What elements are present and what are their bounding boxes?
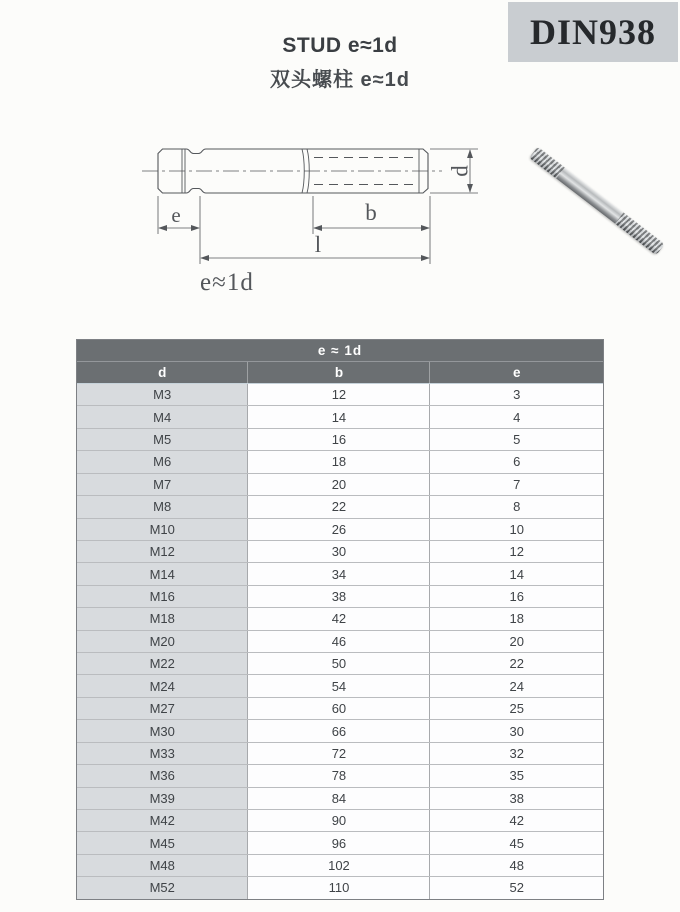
table-body	[77, 384, 603, 899]
table-cell: 12	[430, 541, 603, 562]
table-cell: 45	[430, 832, 603, 853]
table-cell: M48	[77, 855, 247, 876]
table-cell: M45	[77, 832, 247, 853]
table-cell: M36	[77, 765, 247, 786]
table-row	[77, 720, 603, 742]
table-row	[77, 832, 603, 854]
table-row	[77, 541, 603, 563]
table-row	[77, 384, 603, 406]
table-row	[77, 653, 603, 675]
stud-thread-end-left	[529, 147, 564, 179]
table-cell: 34	[247, 563, 430, 584]
table-cell: 12	[247, 384, 430, 405]
table-cell: 48	[430, 855, 603, 876]
table-cell: 30	[247, 541, 430, 562]
table-cell: 54	[247, 675, 430, 696]
table-cell: 90	[247, 810, 430, 831]
table-cell: 20	[247, 474, 430, 495]
table-cell: M18	[77, 608, 247, 629]
column-header-b: b	[247, 362, 430, 383]
table-cell: 4	[430, 406, 603, 427]
page-title: STUD e≈1d	[282, 34, 398, 57]
table-cell: 24	[430, 675, 603, 696]
table-cell: 18	[247, 451, 430, 472]
table-cell: 16	[247, 429, 430, 450]
table-cell: M52	[77, 877, 247, 898]
table-cell: 42	[430, 810, 603, 831]
table-row	[77, 698, 603, 720]
stud-photo	[515, 135, 680, 270]
stud-outline	[142, 149, 442, 193]
dimension-label-l: l	[314, 232, 322, 257]
page-title-chinese: 双头螺柱 e≈1d	[270, 69, 410, 91]
dimension-label-b: b	[365, 200, 377, 225]
table-row	[77, 406, 603, 428]
table-cell: M33	[77, 743, 247, 764]
table-cell: 38	[430, 788, 603, 809]
table-cell: M27	[77, 698, 247, 719]
stud-rod-image	[529, 147, 664, 256]
table-cell: M22	[77, 653, 247, 674]
table-cell: M4	[77, 406, 247, 427]
table-cell: 32	[430, 743, 603, 764]
table-cell: 25	[430, 698, 603, 719]
column-header-d: d	[158, 365, 167, 380]
table-row	[77, 429, 603, 451]
table-row	[77, 675, 603, 697]
table-row	[77, 586, 603, 608]
stud-schematic	[130, 130, 490, 305]
table-cell: 38	[247, 586, 430, 607]
table-cell: M6	[77, 451, 247, 472]
table-cell: 60	[247, 698, 430, 719]
table-row	[77, 765, 603, 787]
table-cell: M12	[77, 541, 247, 562]
table-row	[77, 810, 603, 832]
table-cell: 16	[430, 586, 603, 607]
technical-drawing	[130, 130, 490, 305]
table-cell: 3	[430, 384, 603, 405]
table-row	[77, 743, 603, 765]
table-cell: 78	[247, 765, 430, 786]
table-cell: M30	[77, 720, 247, 741]
table-cell: M39	[77, 788, 247, 809]
table-cell: 22	[247, 496, 430, 517]
table-cell: M5	[77, 429, 247, 450]
table-cell: M16	[77, 586, 247, 607]
table-row	[77, 451, 603, 473]
table-cell: 110	[247, 877, 430, 898]
table-cell: 18	[430, 608, 603, 629]
dimension-label-d: d	[447, 165, 473, 177]
table-cell: M7	[77, 474, 247, 495]
table-cell: 66	[247, 720, 430, 741]
table-cell: 50	[247, 653, 430, 674]
table-cell: 26	[247, 519, 430, 540]
table-cell: 22	[430, 653, 603, 674]
table-cell: 52	[430, 877, 603, 898]
table-cell: 8	[430, 496, 603, 517]
table-cell: 14	[430, 563, 603, 584]
table-title: e ≈ 1d	[77, 340, 603, 361]
table-cell: M42	[77, 810, 247, 831]
table-row	[77, 788, 603, 810]
table-cell: M24	[77, 675, 247, 696]
table-cell: 84	[247, 788, 430, 809]
table-cell: 30	[430, 720, 603, 741]
column-header-e: e	[512, 365, 521, 380]
table-cell: 7	[430, 474, 603, 495]
table-cell: M8	[77, 496, 247, 517]
table-row	[77, 474, 603, 496]
table-row	[77, 877, 603, 898]
table-cell: M3	[77, 384, 247, 405]
table-cell: 46	[247, 631, 430, 652]
table-row	[77, 631, 603, 653]
table-cell: 6	[430, 451, 603, 472]
table-cell: M14	[77, 563, 247, 584]
table-cell: 5	[430, 429, 603, 450]
table-row	[77, 496, 603, 518]
table-cell: 72	[247, 743, 430, 764]
table-cell: 102	[247, 855, 430, 876]
table-row	[77, 563, 603, 585]
spec-table	[76, 339, 604, 900]
table-header-row	[77, 361, 603, 384]
table-cell: 20	[430, 631, 603, 652]
dimension-label-e: e	[171, 203, 181, 227]
table-cell: 96	[247, 832, 430, 853]
table-cell: 14	[247, 406, 430, 427]
table-row	[77, 855, 603, 877]
din-standard-badge: DIN938	[508, 2, 678, 62]
table-cell: M10	[77, 519, 247, 540]
table-cell: 10	[430, 519, 603, 540]
table-cell: 35	[430, 765, 603, 786]
stud-thread-end-right	[615, 212, 665, 255]
table-cell: M20	[77, 631, 247, 652]
drawing-note: e≈1d	[200, 269, 254, 296]
table-row	[77, 519, 603, 541]
table-cell: 42	[247, 608, 430, 629]
table-row	[77, 608, 603, 630]
